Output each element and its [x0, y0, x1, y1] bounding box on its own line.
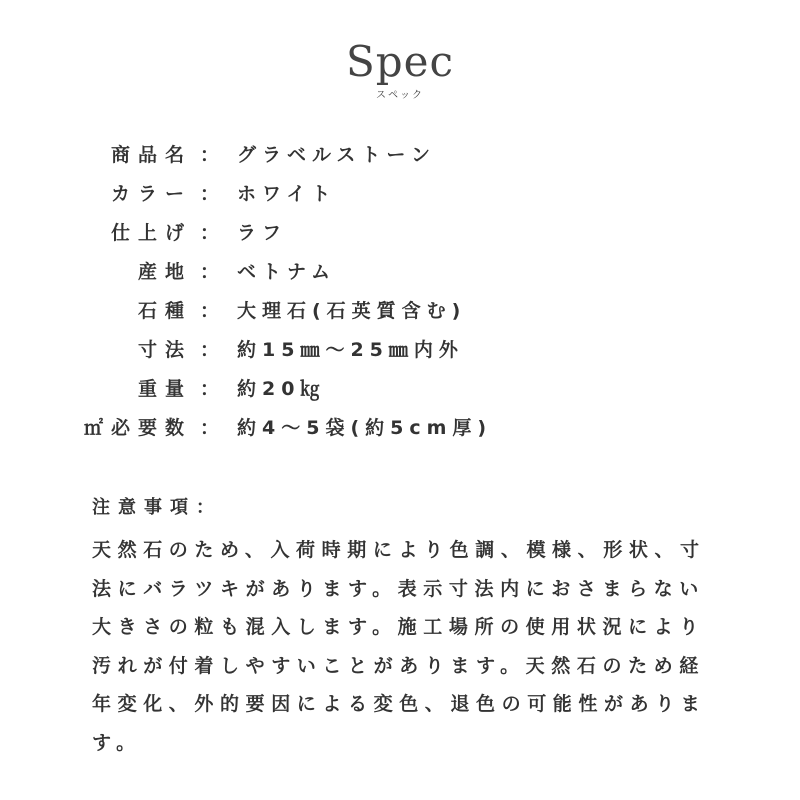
notes-line: 大きさの粒も混入します。施工場所の使用状況により: [92, 616, 705, 638]
spec-value: 大理石(石英質含む): [237, 300, 467, 322]
page-header: [0, 36, 800, 101]
spec-row-stone-type: [0, 296, 800, 335]
spec-value: 約15㎜～25㎜内外: [237, 339, 464, 361]
spec-value: グラベルストーン: [237, 144, 437, 166]
notes-body: [92, 531, 732, 762]
spec-row-required-quantity: [0, 413, 800, 452]
notes-line: 天然石のため、入荷時期により色調、模様、形状、寸: [92, 539, 706, 561]
spec-row-product-name: [0, 140, 800, 179]
spec-label: ㎡必要数: [83, 417, 192, 439]
spec-row-color: [0, 179, 800, 218]
spec-row-weight: [0, 374, 800, 413]
spec-label: カラー: [110, 183, 192, 205]
notes-heading: 注意事項：: [92, 497, 222, 518]
notes-line: 汚れが付着しやすいことがあります。天然石のため経: [92, 654, 705, 677]
spec-separator: ：: [200, 300, 226, 322]
spec-label: 産地: [137, 261, 192, 283]
notes-line: す。: [92, 731, 142, 754]
spec-separator: ：: [200, 378, 226, 400]
notes-line: 法にバラツキがあります。表示寸法内におさまらない: [92, 577, 705, 600]
spec-value: ベトナム: [237, 261, 337, 283]
spec-row-finish: [0, 218, 800, 257]
spec-row-origin: [0, 257, 800, 296]
spec-list: [0, 140, 800, 452]
spec-value: ホワイト: [237, 183, 337, 205]
spec-label: 重量: [137, 378, 192, 400]
notes-line: 年変化、外的要因による変色、退色の可能性がありま: [92, 693, 707, 715]
spec-label: 石種: [137, 300, 192, 322]
spec-label: 仕上げ: [110, 222, 192, 244]
spec-label: 商品名: [110, 144, 192, 166]
spec-value: 約4～5袋(約5cm厚): [237, 417, 493, 439]
spec-value: 約20㎏: [237, 378, 326, 400]
spec-separator: ：: [200, 261, 226, 283]
spec-value: ラフ: [237, 222, 288, 244]
page-subtitle: スペック: [376, 90, 424, 101]
spec-separator: ：: [200, 417, 226, 439]
notes-section: [92, 493, 732, 762]
page-title: Spec: [345, 37, 455, 86]
spec-separator: ：: [200, 339, 226, 361]
spec-separator: ：: [200, 144, 226, 166]
spec-label: 寸法: [137, 339, 192, 361]
spec-separator: ：: [200, 222, 226, 244]
spec-separator: ：: [200, 183, 226, 205]
spec-row-dimensions: [0, 335, 800, 374]
